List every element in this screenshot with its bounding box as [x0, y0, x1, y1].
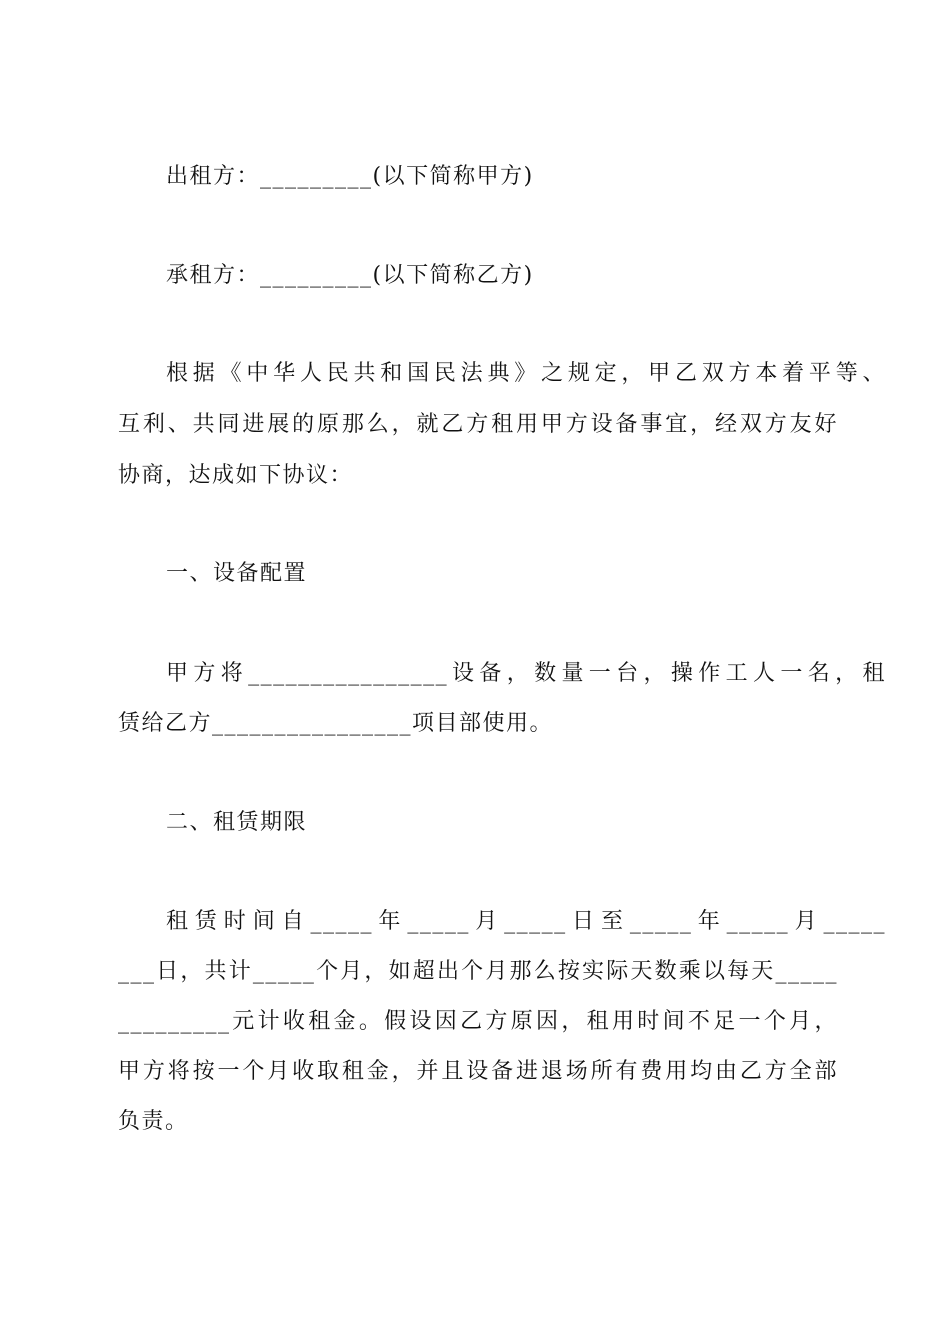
section2-line-2: ___日，共计_____个月，如超出个月那么按实际天数乘以每天_____ [118, 959, 838, 984]
section2-line-3: _________元计收租金。假设因乙方原因，租用时间不足一个月， [118, 1009, 838, 1034]
preamble-line-1: 根据《中华人民共和国民法典》之规定，甲乙双方本着平等、 [166, 361, 886, 386]
section1-line-2: 赁给乙方________________项目部使用。 [118, 711, 554, 736]
preamble-line-3: 协商，达成如下协议： [118, 463, 354, 488]
lessee-line: 承租方：_________(以下简称乙方) [166, 263, 534, 288]
section2-line-5: 负责。 [118, 1109, 189, 1134]
section2-line-4: 甲方将按一个月收取租金，并且设备进退场所有费用均由乙方全部 [118, 1059, 838, 1084]
section2-line-1: 租赁时间自_____年_____月_____日至_____年_____月_____ [166, 909, 886, 934]
lessor-line: 出租方：_________(以下简称甲方) [166, 164, 534, 189]
preamble-line-2: 互利、共同进展的原那么，就乙方租用甲方设备事宜，经双方友好 [118, 412, 838, 437]
section1-line-1: 甲方将________________设备，数量一台，操作工人一名，租 [166, 661, 886, 686]
section2-heading: 二、租赁期限 [166, 810, 308, 835]
section1-heading: 一、设备配置 [166, 561, 308, 586]
